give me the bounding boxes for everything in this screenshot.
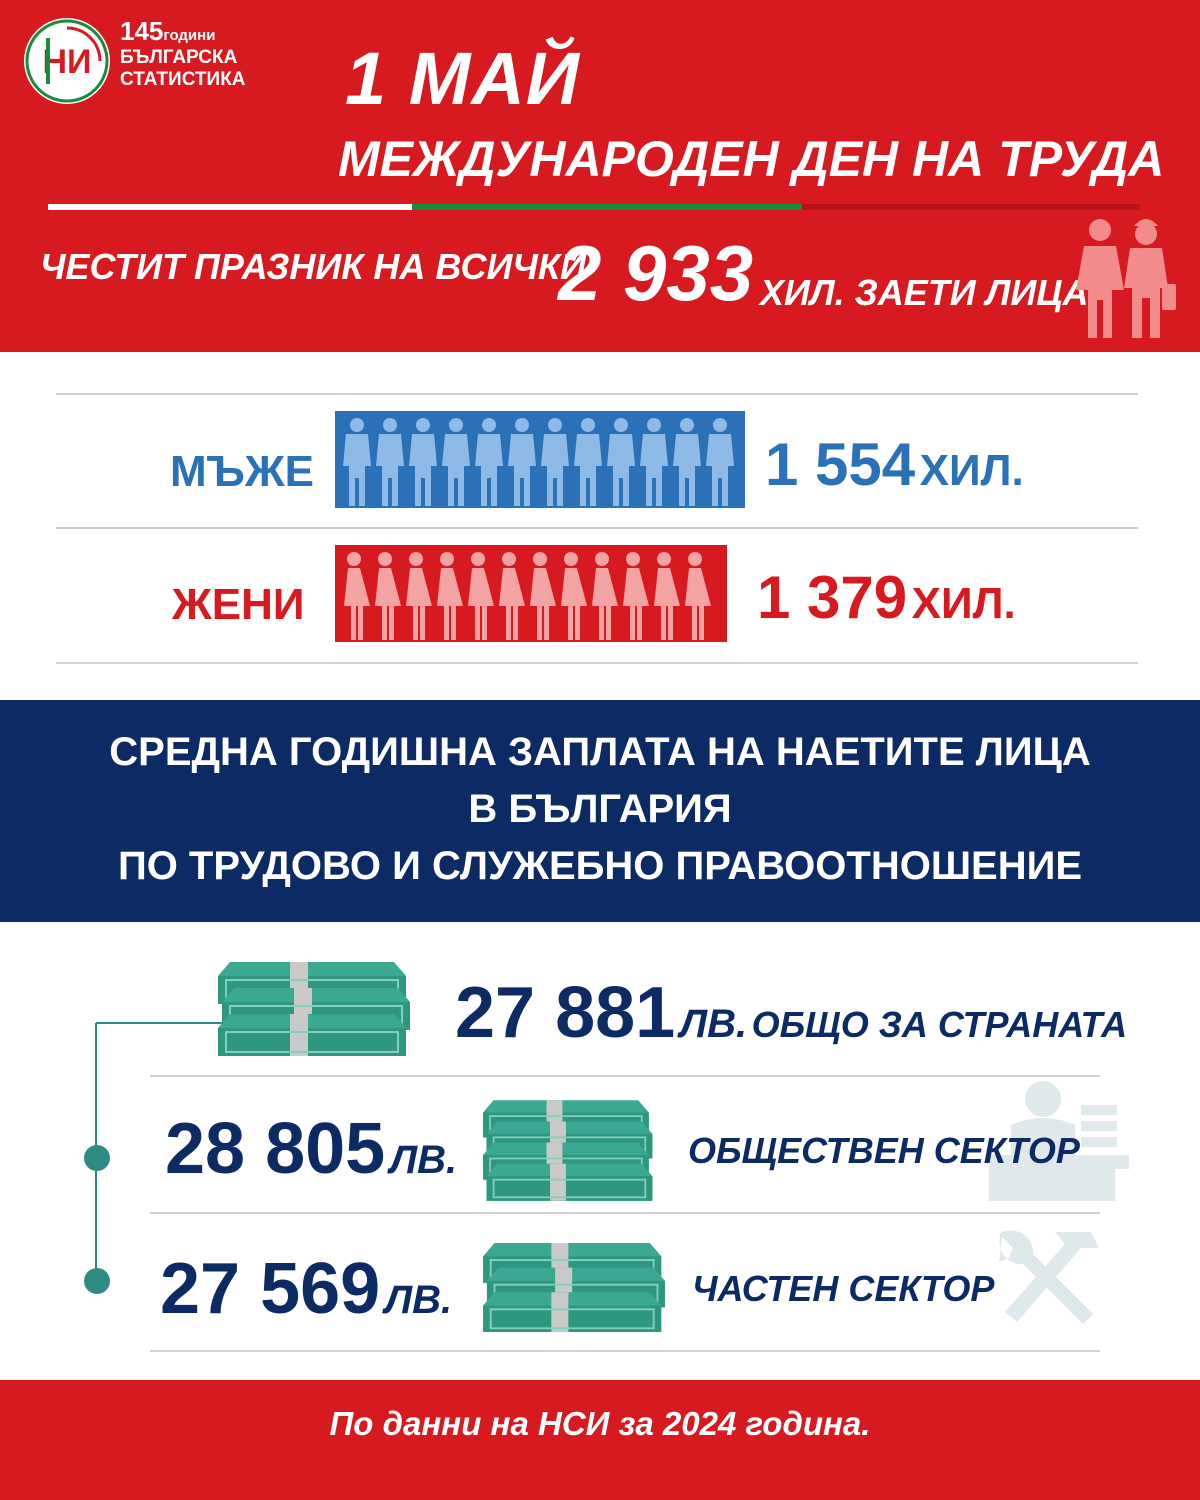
page-subtitle: МЕЖДУНАРОДЕН ДЕН НА ТРУДА xyxy=(338,131,1165,187)
private-wage-group xyxy=(160,1248,452,1330)
public-wage-label: ОБЩЕСТВЕН СЕКТОР xyxy=(688,1130,1080,1171)
divider xyxy=(56,662,1138,664)
money-stack-icon xyxy=(218,962,413,1057)
women-bar xyxy=(335,545,727,642)
men-label: МЪЖЕ xyxy=(170,447,315,496)
money-stack-icon xyxy=(483,1243,668,1333)
total-wage-label: ОБЩО ЗА СТРАНАТА xyxy=(751,1004,1128,1045)
total-wage-group xyxy=(455,972,1127,1054)
divider xyxy=(56,393,1138,395)
logo-caption xyxy=(120,16,246,91)
tools-icon xyxy=(985,1220,1110,1345)
divider xyxy=(150,1350,1100,1352)
svg-text:НИ: НИ xyxy=(42,43,92,81)
divider xyxy=(150,1212,1100,1214)
women-figures xyxy=(335,545,727,642)
women-unit: ХИЛ. xyxy=(911,579,1016,628)
public-wage-value: 28 805 xyxy=(165,1109,386,1189)
workers-icon xyxy=(1062,214,1182,342)
men-bar xyxy=(335,411,745,508)
logo-line2: БЪЛГАРСКА xyxy=(120,47,238,68)
page-title: 1 МАЙ xyxy=(345,37,581,120)
divider xyxy=(150,1075,1100,1077)
men-unit: ХИЛ. xyxy=(919,446,1024,495)
greeting-suffix: ХИЛ. ЗАЕТИ ЛИЦА xyxy=(760,272,1089,313)
private-wage-value: 27 569 xyxy=(160,1249,381,1329)
bullet-dot xyxy=(84,1268,110,1294)
bullet-dot xyxy=(84,1145,110,1171)
source-note: По данни на НСИ за 2024 година. xyxy=(329,1405,871,1442)
private-wage-label: ЧАСТЕН СЕКТОР xyxy=(692,1268,995,1309)
logo-years-word: години xyxy=(163,27,216,44)
men-value-group xyxy=(765,430,1024,499)
public-wage-unit: ЛВ. xyxy=(389,1138,458,1182)
employed-value: 2 933 xyxy=(558,229,754,317)
greeting-prefix: ЧЕСТИТ ПРАЗНИК НА ВСИЧКИ xyxy=(40,246,586,287)
divider xyxy=(56,527,1138,529)
logo-years: 145 xyxy=(120,16,164,46)
private-wage-unit: ЛВ. xyxy=(384,1278,453,1322)
women-value-group xyxy=(757,563,1016,632)
banner-line3: ПО ТРУДОВО И СЛУЖЕБНО ПРАВООТНОШЕНИЕ xyxy=(117,844,1083,888)
total-wage-value: 27 881 xyxy=(455,973,676,1053)
banner-line1: СРЕДНА ГОДИШНА ЗАПЛАТА НА НАЕТИТЕ ЛИЦА xyxy=(109,730,1091,774)
women-label: ЖЕНИ xyxy=(172,580,305,629)
public-wage-group xyxy=(165,1108,457,1190)
flag-divider xyxy=(48,204,1140,210)
total-wage-unit: ЛВ. xyxy=(679,1002,748,1046)
logo-line3: СТАТИСТИКА xyxy=(120,69,246,90)
women-value: 1 379 xyxy=(757,564,908,631)
nsi-logo-icon xyxy=(24,18,110,104)
wage-banner xyxy=(0,700,1200,922)
banner-line2: В БЪЛГАРИЯ xyxy=(468,787,732,831)
men-value: 1 554 xyxy=(765,431,916,498)
money-stack-icon xyxy=(483,1100,655,1202)
men-figures xyxy=(335,411,745,508)
